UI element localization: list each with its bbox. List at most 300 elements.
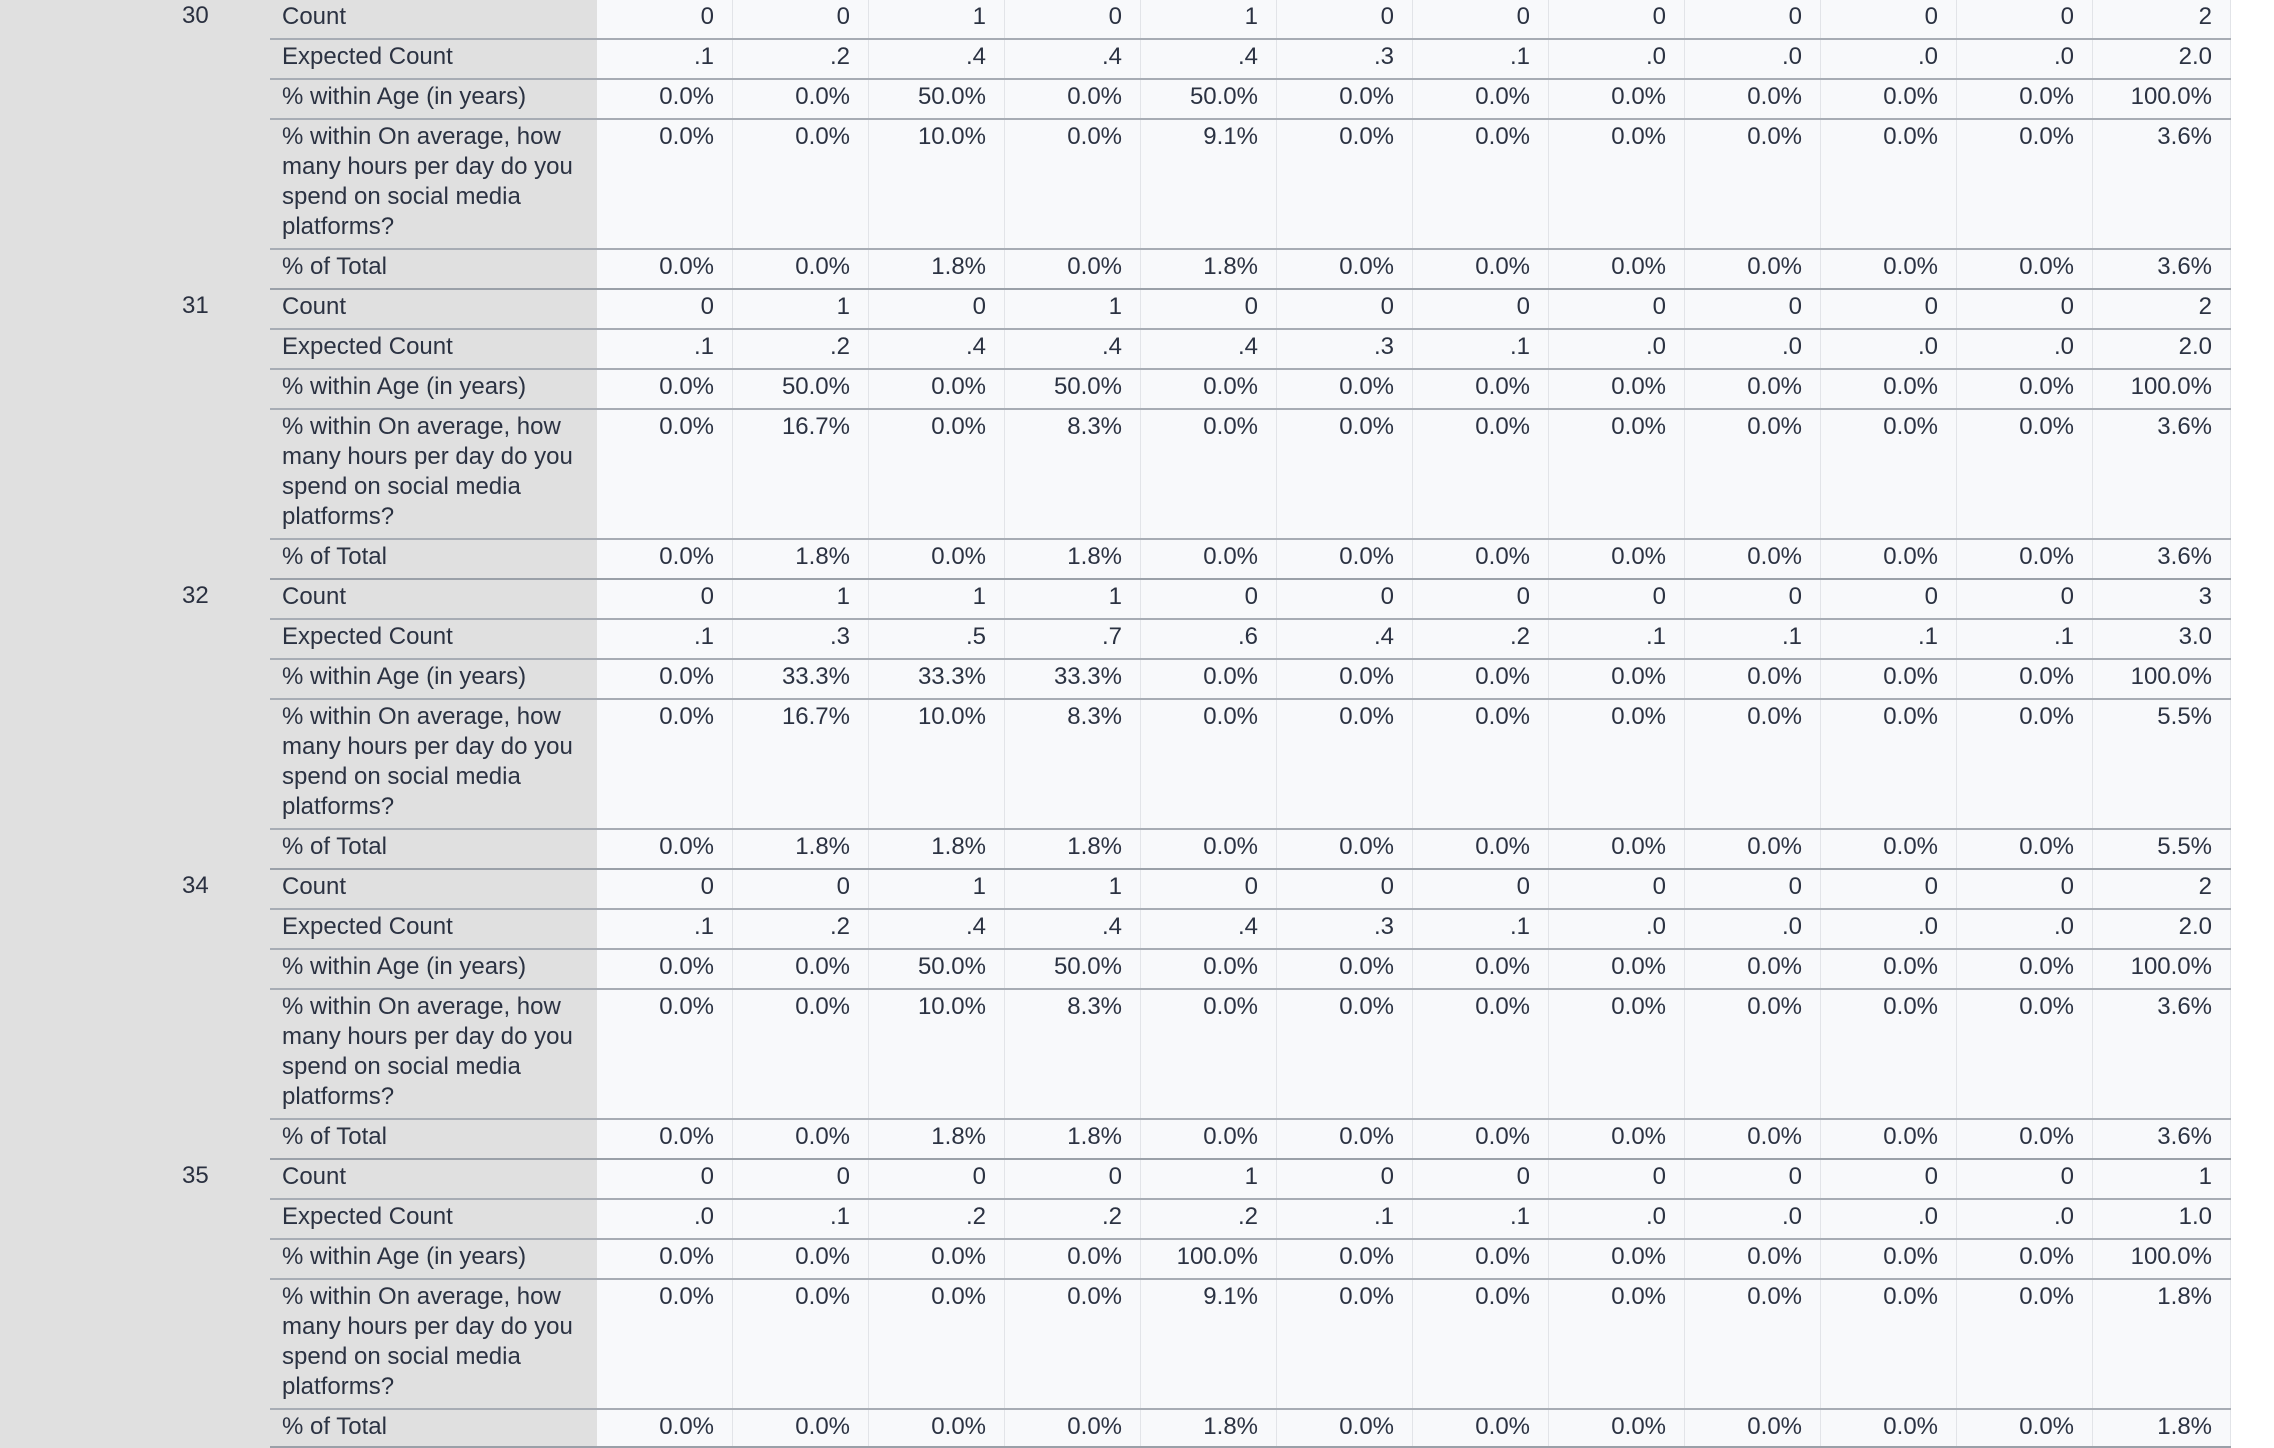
- table-cell[interactable]: 0.0%: [1005, 1410, 1141, 1448]
- table-cell[interactable]: .4: [869, 40, 1005, 78]
- table-cell[interactable]: .4: [1141, 910, 1277, 948]
- table-cell[interactable]: 0.0%: [1821, 540, 1957, 578]
- table-cell[interactable]: 0.0%: [1821, 410, 1957, 538]
- table-cell[interactable]: 0.0%: [597, 1280, 733, 1408]
- table-cell[interactable]: 0: [1685, 0, 1821, 38]
- table-cell[interactable]: 0: [597, 870, 733, 908]
- table-cell[interactable]: .0: [597, 1200, 733, 1238]
- table-cell[interactable]: .0: [1549, 330, 1685, 368]
- table-cell[interactable]: .1: [597, 40, 733, 78]
- table-cell[interactable]: .0: [1549, 40, 1685, 78]
- table-cell[interactable]: 1.8%: [2093, 1410, 2231, 1448]
- table-cell[interactable]: .1: [597, 910, 733, 948]
- table-cell[interactable]: 1: [1141, 1160, 1277, 1198]
- table-cell[interactable]: 2.0: [2093, 330, 2231, 368]
- table-cell[interactable]: 0.0%: [1413, 250, 1549, 288]
- table-cell[interactable]: 1.8%: [1005, 830, 1141, 868]
- table-cell[interactable]: 50.0%: [1005, 370, 1141, 408]
- table-cell[interactable]: 0: [1821, 580, 1957, 618]
- table-cell[interactable]: 0.0%: [1413, 1280, 1549, 1408]
- table-cell[interactable]: 1: [869, 0, 1005, 38]
- table-cell[interactable]: 0.0%: [1549, 250, 1685, 288]
- table-cell[interactable]: .1: [1957, 620, 2093, 658]
- table-cell[interactable]: 0: [1957, 0, 2093, 38]
- table-cell[interactable]: 0.0%: [1141, 830, 1277, 868]
- table-cell[interactable]: .4: [1277, 620, 1413, 658]
- table-cell[interactable]: 0.0%: [1957, 1120, 2093, 1158]
- table-cell[interactable]: 0.0%: [597, 120, 733, 248]
- table-cell[interactable]: 0.0%: [1549, 1410, 1685, 1448]
- table-cell[interactable]: 0.0%: [1549, 950, 1685, 988]
- table-cell[interactable]: 0.0%: [1821, 1240, 1957, 1278]
- table-cell[interactable]: .1: [1413, 40, 1549, 78]
- table-cell[interactable]: 0.0%: [1005, 250, 1141, 288]
- table-cell[interactable]: .1: [1413, 910, 1549, 948]
- table-cell[interactable]: 0: [1005, 1160, 1141, 1198]
- table-cell[interactable]: 0.0%: [869, 1410, 1005, 1448]
- table-cell[interactable]: .0: [1821, 330, 1957, 368]
- table-cell[interactable]: 0.0%: [1005, 1240, 1141, 1278]
- table-cell[interactable]: .5: [869, 620, 1005, 658]
- table-cell[interactable]: 0: [1549, 1160, 1685, 1198]
- table-cell[interactable]: 0.0%: [1277, 1240, 1413, 1278]
- table-cell[interactable]: 1: [869, 870, 1005, 908]
- table-cell[interactable]: 1.8%: [869, 1120, 1005, 1158]
- table-cell[interactable]: 0.0%: [1141, 950, 1277, 988]
- table-cell[interactable]: 0.0%: [1685, 80, 1821, 118]
- table-cell[interactable]: 1: [869, 580, 1005, 618]
- table-cell[interactable]: 33.3%: [869, 660, 1005, 698]
- table-cell[interactable]: 0.0%: [869, 540, 1005, 578]
- table-cell[interactable]: 2: [2093, 290, 2231, 328]
- table-cell[interactable]: 0.0%: [1957, 990, 2093, 1118]
- table-cell[interactable]: 0: [733, 1160, 869, 1198]
- table-cell[interactable]: 3.6%: [2093, 540, 2231, 578]
- table-cell[interactable]: .1: [1413, 330, 1549, 368]
- table-cell[interactable]: .1: [1549, 620, 1685, 658]
- table-cell[interactable]: 0.0%: [1957, 950, 2093, 988]
- table-cell[interactable]: 3.6%: [2093, 1120, 2231, 1158]
- table-cell[interactable]: 0.0%: [1141, 660, 1277, 698]
- table-cell[interactable]: 0.0%: [1549, 990, 1685, 1118]
- table-cell[interactable]: .4: [1141, 40, 1277, 78]
- table-cell[interactable]: .0: [1821, 1200, 1957, 1238]
- table-cell[interactable]: 1: [2093, 1160, 2231, 1198]
- table-cell[interactable]: .0: [1685, 1200, 1821, 1238]
- table-cell[interactable]: 0.0%: [869, 370, 1005, 408]
- table-cell[interactable]: 0.0%: [733, 950, 869, 988]
- table-cell[interactable]: 0.0%: [1957, 120, 2093, 248]
- table-cell[interactable]: 8.3%: [1005, 410, 1141, 538]
- table-cell[interactable]: 0.0%: [1957, 80, 2093, 118]
- table-cell[interactable]: 1.8%: [733, 830, 869, 868]
- table-cell[interactable]: 0: [1413, 580, 1549, 618]
- table-cell[interactable]: 0.0%: [1957, 830, 2093, 868]
- table-cell[interactable]: 0.0%: [1413, 1240, 1549, 1278]
- table-cell[interactable]: .3: [733, 620, 869, 658]
- table-cell[interactable]: 0: [1549, 870, 1685, 908]
- table-cell[interactable]: 10.0%: [869, 120, 1005, 248]
- table-cell[interactable]: 0.0%: [1821, 950, 1957, 988]
- table-cell[interactable]: 0.0%: [1821, 830, 1957, 868]
- table-cell[interactable]: 33.3%: [1005, 660, 1141, 698]
- table-cell[interactable]: 0.0%: [597, 660, 733, 698]
- table-cell[interactable]: 50.0%: [1005, 950, 1141, 988]
- table-cell[interactable]: 0: [1277, 1160, 1413, 1198]
- table-cell[interactable]: 0: [1413, 870, 1549, 908]
- table-cell[interactable]: 0: [1957, 870, 2093, 908]
- table-cell[interactable]: 0.0%: [1685, 950, 1821, 988]
- table-cell[interactable]: 0.0%: [1141, 990, 1277, 1118]
- table-cell[interactable]: 0.0%: [1277, 1120, 1413, 1158]
- table-cell[interactable]: 0.0%: [1277, 700, 1413, 828]
- table-cell[interactable]: 0.0%: [1957, 540, 2093, 578]
- table-cell[interactable]: 0.0%: [1413, 370, 1549, 408]
- table-cell[interactable]: 0: [1957, 290, 2093, 328]
- table-cell[interactable]: 3.6%: [2093, 120, 2231, 248]
- table-cell[interactable]: .0: [1685, 330, 1821, 368]
- table-cell[interactable]: 0.0%: [597, 950, 733, 988]
- table-cell[interactable]: .2: [733, 40, 869, 78]
- table-cell[interactable]: 0.0%: [1821, 120, 1957, 248]
- table-cell[interactable]: 0.0%: [1549, 1240, 1685, 1278]
- table-cell[interactable]: 100.0%: [2093, 370, 2231, 408]
- table-cell[interactable]: 0: [733, 0, 869, 38]
- table-cell[interactable]: 10.0%: [869, 990, 1005, 1118]
- table-cell[interactable]: .3: [1277, 40, 1413, 78]
- table-cell[interactable]: .2: [869, 1200, 1005, 1238]
- table-cell[interactable]: 0.0%: [1821, 370, 1957, 408]
- table-cell[interactable]: 0.0%: [1549, 830, 1685, 868]
- table-cell[interactable]: .0: [1957, 910, 2093, 948]
- table-cell[interactable]: .0: [1821, 40, 1957, 78]
- table-cell[interactable]: 0.0%: [1821, 1410, 1957, 1448]
- table-cell[interactable]: 1.8%: [869, 250, 1005, 288]
- table-cell[interactable]: 0.0%: [1685, 1240, 1821, 1278]
- table-cell[interactable]: 0.0%: [1413, 950, 1549, 988]
- table-cell[interactable]: 0: [1549, 580, 1685, 618]
- table-cell[interactable]: .1: [1413, 1200, 1549, 1238]
- table-cell[interactable]: 16.7%: [733, 700, 869, 828]
- table-cell[interactable]: 0.0%: [1277, 80, 1413, 118]
- table-cell[interactable]: 1: [1005, 580, 1141, 618]
- table-cell[interactable]: 9.1%: [1141, 1280, 1277, 1408]
- table-cell[interactable]: .4: [1141, 330, 1277, 368]
- table-cell[interactable]: .0: [1549, 910, 1685, 948]
- table-cell[interactable]: 0.0%: [1549, 540, 1685, 578]
- table-cell[interactable]: 0: [1957, 580, 2093, 618]
- table-cell[interactable]: 0: [1821, 290, 1957, 328]
- table-cell[interactable]: 0.0%: [597, 830, 733, 868]
- table-cell[interactable]: 0: [1277, 870, 1413, 908]
- table-cell[interactable]: 0: [869, 1160, 1005, 1198]
- table-cell[interactable]: 0.0%: [1277, 410, 1413, 538]
- table-cell[interactable]: .0: [1821, 910, 1957, 948]
- table-cell[interactable]: 1.8%: [1141, 1410, 1277, 1448]
- table-cell[interactable]: .0: [1957, 330, 2093, 368]
- table-cell[interactable]: 1.8%: [1005, 540, 1141, 578]
- table-cell[interactable]: .1: [1821, 620, 1957, 658]
- table-cell[interactable]: 0: [1277, 580, 1413, 618]
- table-cell[interactable]: 0.0%: [733, 1410, 869, 1448]
- table-cell[interactable]: 1: [733, 290, 869, 328]
- table-cell[interactable]: .1: [1685, 620, 1821, 658]
- table-cell[interactable]: 0.0%: [1685, 700, 1821, 828]
- table-cell[interactable]: 0.0%: [1141, 1120, 1277, 1158]
- table-cell[interactable]: 0.0%: [1413, 660, 1549, 698]
- table-cell[interactable]: 0.0%: [733, 120, 869, 248]
- table-cell[interactable]: 0: [1141, 580, 1277, 618]
- table-cell[interactable]: 0.0%: [1141, 540, 1277, 578]
- table-cell[interactable]: 0.0%: [1685, 830, 1821, 868]
- table-cell[interactable]: .4: [869, 910, 1005, 948]
- table-cell[interactable]: 0: [1821, 0, 1957, 38]
- table-cell[interactable]: 0.0%: [1413, 540, 1549, 578]
- table-cell[interactable]: .4: [1005, 330, 1141, 368]
- table-cell[interactable]: 0.0%: [1549, 1280, 1685, 1408]
- table-cell[interactable]: .6: [1141, 620, 1277, 658]
- table-cell[interactable]: 0.0%: [869, 1240, 1005, 1278]
- table-cell[interactable]: 3.6%: [2093, 250, 2231, 288]
- table-cell[interactable]: 0.0%: [1413, 80, 1549, 118]
- table-cell[interactable]: 0.0%: [597, 370, 733, 408]
- table-cell[interactable]: 0.0%: [1685, 410, 1821, 538]
- table-cell[interactable]: .1: [597, 330, 733, 368]
- table-cell[interactable]: 0.0%: [1549, 700, 1685, 828]
- table-cell[interactable]: .1: [1277, 1200, 1413, 1238]
- table-cell[interactable]: 0.0%: [597, 540, 733, 578]
- table-cell[interactable]: 0: [1413, 0, 1549, 38]
- table-cell[interactable]: 0.0%: [1685, 990, 1821, 1118]
- table-cell[interactable]: 50.0%: [869, 950, 1005, 988]
- table-cell[interactable]: .0: [1685, 910, 1821, 948]
- table-cell[interactable]: 0.0%: [1277, 120, 1413, 248]
- table-cell[interactable]: 0.0%: [1685, 540, 1821, 578]
- table-cell[interactable]: 100.0%: [1141, 1240, 1277, 1278]
- table-cell[interactable]: 0: [733, 870, 869, 908]
- table-cell[interactable]: .0: [1957, 40, 2093, 78]
- table-cell[interactable]: 0.0%: [1277, 370, 1413, 408]
- table-cell[interactable]: .1: [733, 1200, 869, 1238]
- table-cell[interactable]: 9.1%: [1141, 120, 1277, 248]
- table-cell[interactable]: 2.0: [2093, 40, 2231, 78]
- table-cell[interactable]: 0.0%: [597, 410, 733, 538]
- table-cell[interactable]: .2: [733, 330, 869, 368]
- table-cell[interactable]: 3.6%: [2093, 410, 2231, 538]
- table-cell[interactable]: 0.0%: [1685, 1120, 1821, 1158]
- table-cell[interactable]: 0.0%: [1821, 80, 1957, 118]
- table-cell[interactable]: 2: [2093, 0, 2231, 38]
- table-cell[interactable]: 0.0%: [733, 1240, 869, 1278]
- table-cell[interactable]: 0.0%: [1413, 700, 1549, 828]
- table-cell[interactable]: 0.0%: [869, 410, 1005, 538]
- table-cell[interactable]: 0.0%: [1821, 700, 1957, 828]
- table-cell[interactable]: 0.0%: [1685, 250, 1821, 288]
- table-cell[interactable]: .1: [597, 620, 733, 658]
- table-cell[interactable]: 0.0%: [597, 990, 733, 1118]
- table-cell[interactable]: 0.0%: [1413, 1410, 1549, 1448]
- table-cell[interactable]: 10.0%: [869, 700, 1005, 828]
- table-cell[interactable]: 0.0%: [1957, 410, 2093, 538]
- table-cell[interactable]: 0.0%: [1277, 660, 1413, 698]
- table-cell[interactable]: 0.0%: [1005, 1280, 1141, 1408]
- table-cell[interactable]: 100.0%: [2093, 950, 2231, 988]
- table-cell[interactable]: 0.0%: [1549, 370, 1685, 408]
- table-cell[interactable]: 0.0%: [1549, 1120, 1685, 1158]
- table-cell[interactable]: 0.0%: [733, 1280, 869, 1408]
- table-cell[interactable]: 8.3%: [1005, 990, 1141, 1118]
- table-cell[interactable]: 1: [1005, 870, 1141, 908]
- table-cell[interactable]: 0.0%: [1277, 830, 1413, 868]
- table-cell[interactable]: 0: [1549, 0, 1685, 38]
- table-cell[interactable]: 0: [1141, 870, 1277, 908]
- table-cell[interactable]: 8.3%: [1005, 700, 1141, 828]
- table-cell[interactable]: .4: [1005, 40, 1141, 78]
- table-cell[interactable]: 1.8%: [1005, 1120, 1141, 1158]
- table-cell[interactable]: 0: [1549, 290, 1685, 328]
- table-cell[interactable]: .7: [1005, 620, 1141, 658]
- table-cell[interactable]: 0.0%: [1277, 1280, 1413, 1408]
- table-cell[interactable]: .3: [1277, 330, 1413, 368]
- table-cell[interactable]: 0.0%: [1821, 250, 1957, 288]
- table-cell[interactable]: 33.3%: [733, 660, 869, 698]
- table-cell[interactable]: .2: [1005, 1200, 1141, 1238]
- table-cell[interactable]: 1.8%: [1141, 250, 1277, 288]
- table-cell[interactable]: 0: [1685, 870, 1821, 908]
- table-cell[interactable]: 0.0%: [1957, 1410, 2093, 1448]
- table-cell[interactable]: 0: [597, 290, 733, 328]
- table-cell[interactable]: .2: [1141, 1200, 1277, 1238]
- table-cell[interactable]: 0: [1685, 580, 1821, 618]
- table-cell[interactable]: 0: [1277, 0, 1413, 38]
- table-cell[interactable]: 0.0%: [1413, 120, 1549, 248]
- table-cell[interactable]: 0: [1141, 290, 1277, 328]
- table-cell[interactable]: 100.0%: [2093, 80, 2231, 118]
- table-cell[interactable]: 0.0%: [1821, 1120, 1957, 1158]
- table-cell[interactable]: 0.0%: [597, 1240, 733, 1278]
- table-cell[interactable]: 0.0%: [597, 700, 733, 828]
- table-cell[interactable]: .0: [1685, 40, 1821, 78]
- table-cell[interactable]: 0.0%: [1413, 410, 1549, 538]
- table-cell[interactable]: 0.0%: [597, 250, 733, 288]
- table-cell[interactable]: .0: [1957, 1200, 2093, 1238]
- table-cell[interactable]: 3: [2093, 580, 2231, 618]
- table-cell[interactable]: 0.0%: [1685, 120, 1821, 248]
- table-cell[interactable]: 0.0%: [1141, 410, 1277, 538]
- table-cell[interactable]: 0.0%: [1685, 660, 1821, 698]
- table-cell[interactable]: 0.0%: [1277, 1410, 1413, 1448]
- table-cell[interactable]: 16.7%: [733, 410, 869, 538]
- table-cell[interactable]: 0.0%: [733, 250, 869, 288]
- table-cell[interactable]: 0.0%: [1549, 660, 1685, 698]
- table-cell[interactable]: 0.0%: [733, 990, 869, 1118]
- table-cell[interactable]: 0.0%: [733, 80, 869, 118]
- table-cell[interactable]: 0.0%: [1141, 370, 1277, 408]
- table-cell[interactable]: .4: [1005, 910, 1141, 948]
- table-cell[interactable]: 0.0%: [869, 1280, 1005, 1408]
- table-cell[interactable]: 0.0%: [1413, 830, 1549, 868]
- table-cell[interactable]: 0: [597, 0, 733, 38]
- table-cell[interactable]: 3.0: [2093, 620, 2231, 658]
- table-cell[interactable]: 0: [869, 290, 1005, 328]
- table-cell[interactable]: 100.0%: [2093, 660, 2231, 698]
- table-cell[interactable]: 0: [1957, 1160, 2093, 1198]
- table-cell[interactable]: 1: [1141, 0, 1277, 38]
- table-cell[interactable]: 5.5%: [2093, 700, 2231, 828]
- table-cell[interactable]: 0: [1277, 290, 1413, 328]
- table-cell[interactable]: 0.0%: [1277, 950, 1413, 988]
- table-cell[interactable]: 50.0%: [869, 80, 1005, 118]
- table-cell[interactable]: 0.0%: [1141, 700, 1277, 828]
- table-cell[interactable]: 0.0%: [1957, 660, 2093, 698]
- table-cell[interactable]: 0.0%: [1413, 990, 1549, 1118]
- table-cell[interactable]: 0.0%: [1005, 80, 1141, 118]
- table-cell[interactable]: 0: [1413, 290, 1549, 328]
- table-cell[interactable]: 0.0%: [1549, 410, 1685, 538]
- table-cell[interactable]: 50.0%: [733, 370, 869, 408]
- table-cell[interactable]: 1.8%: [2093, 1280, 2231, 1408]
- table-cell[interactable]: 0.0%: [1821, 660, 1957, 698]
- table-cell[interactable]: .2: [1413, 620, 1549, 658]
- table-cell[interactable]: 0: [1005, 0, 1141, 38]
- table-cell[interactable]: 0: [1685, 1160, 1821, 1198]
- table-cell[interactable]: 1.8%: [733, 540, 869, 578]
- table-cell[interactable]: 1.8%: [869, 830, 1005, 868]
- table-cell[interactable]: 0.0%: [1685, 1410, 1821, 1448]
- table-cell[interactable]: 0: [597, 580, 733, 618]
- table-cell[interactable]: 0.0%: [1957, 370, 2093, 408]
- table-cell[interactable]: 1: [1005, 290, 1141, 328]
- table-cell[interactable]: 0.0%: [1277, 540, 1413, 578]
- table-cell[interactable]: 0: [597, 1160, 733, 1198]
- table-cell[interactable]: 0.0%: [1277, 250, 1413, 288]
- table-cell[interactable]: .2: [733, 910, 869, 948]
- table-cell[interactable]: 0.0%: [1685, 1280, 1821, 1408]
- table-cell[interactable]: 50.0%: [1141, 80, 1277, 118]
- table-cell[interactable]: 0.0%: [733, 1120, 869, 1158]
- table-cell[interactable]: 100.0%: [2093, 1240, 2231, 1278]
- table-cell[interactable]: 0.0%: [1549, 120, 1685, 248]
- table-cell[interactable]: 0.0%: [1957, 1280, 2093, 1408]
- table-cell[interactable]: 0.0%: [1957, 700, 2093, 828]
- table-cell[interactable]: 2: [2093, 870, 2231, 908]
- table-cell[interactable]: 0.0%: [1957, 1240, 2093, 1278]
- table-cell[interactable]: .3: [1277, 910, 1413, 948]
- table-cell[interactable]: 0.0%: [1549, 80, 1685, 118]
- table-cell[interactable]: 3.6%: [2093, 990, 2231, 1118]
- table-cell[interactable]: 2.0: [2093, 910, 2231, 948]
- table-cell[interactable]: 0.0%: [597, 1410, 733, 1448]
- table-cell[interactable]: 0.0%: [1685, 370, 1821, 408]
- table-cell[interactable]: 0.0%: [1277, 990, 1413, 1118]
- table-cell[interactable]: 0: [1413, 1160, 1549, 1198]
- table-cell[interactable]: 0.0%: [1821, 1280, 1957, 1408]
- table-cell[interactable]: 0.0%: [1413, 1120, 1549, 1158]
- table-cell[interactable]: 1: [733, 580, 869, 618]
- table-cell[interactable]: 0.0%: [597, 80, 733, 118]
- table-cell[interactable]: 0.0%: [1821, 990, 1957, 1118]
- table-cell[interactable]: 0.0%: [1957, 250, 2093, 288]
- table-cell[interactable]: 0: [1821, 1160, 1957, 1198]
- table-cell[interactable]: 0.0%: [597, 1120, 733, 1158]
- table-cell[interactable]: .4: [869, 330, 1005, 368]
- table-cell[interactable]: 0.0%: [1005, 120, 1141, 248]
- table-cell[interactable]: 0: [1821, 870, 1957, 908]
- table-cell[interactable]: 5.5%: [2093, 830, 2231, 868]
- table-cell[interactable]: 0: [1685, 290, 1821, 328]
- table-cell[interactable]: .0: [1549, 1200, 1685, 1238]
- table-cell[interactable]: 1.0: [2093, 1200, 2231, 1238]
